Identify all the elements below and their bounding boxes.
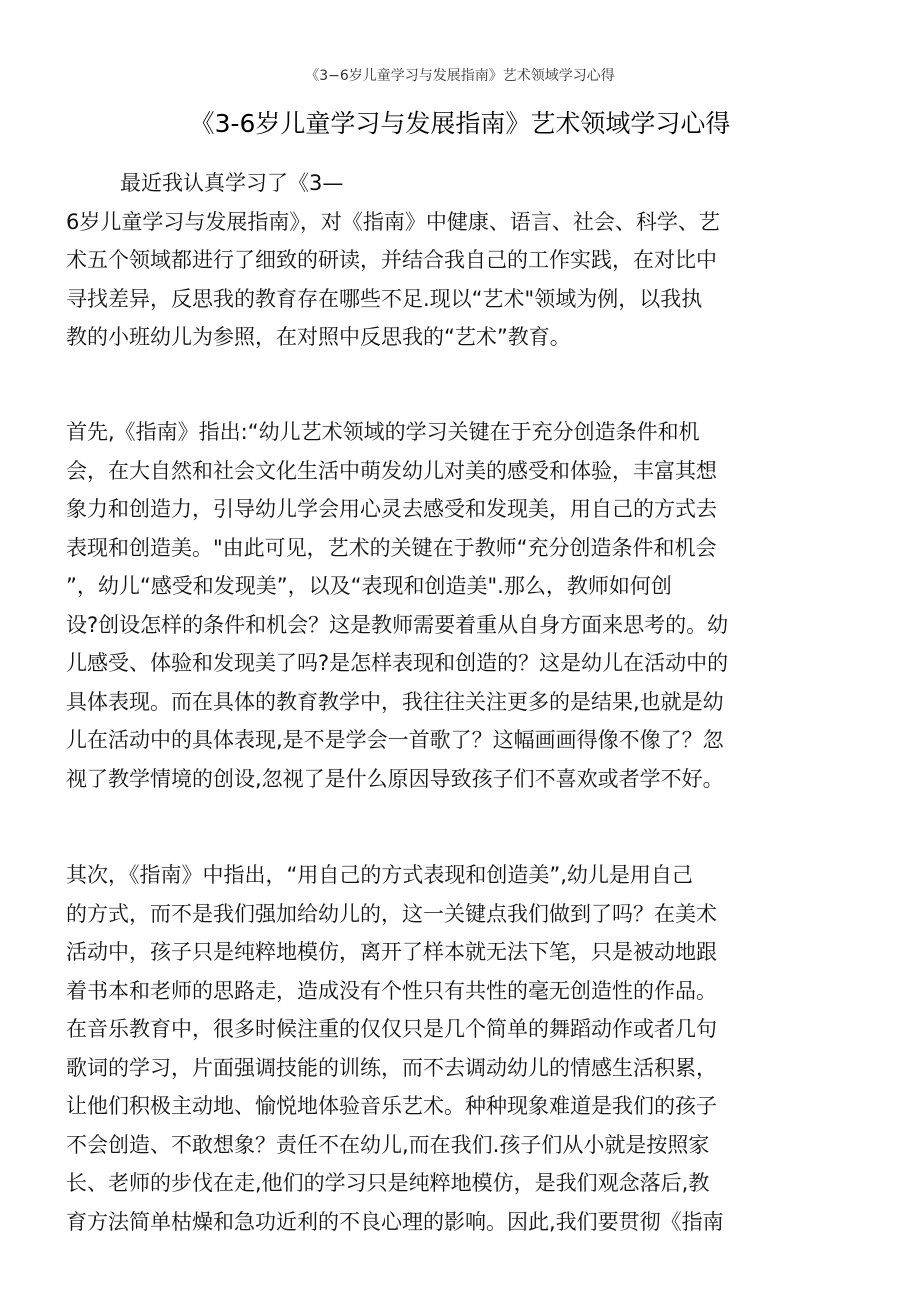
paragraph-line: 最近我认真学习了《3— xyxy=(120,171,344,195)
paragraph-line: 在音乐教育中，很多时候注重的仅仅只是几个简单的舞蹈动作或者几句 xyxy=(66,1017,717,1041)
paragraph-line: 长、老师的步伐在走,他们的学习只是纯粹地模仿，是我们观念落后,教 xyxy=(66,1171,710,1195)
paragraph-line: 着书本和老师的思路走，造成没有个性只有共性的毫无创造性的作品。 xyxy=(66,978,717,1003)
paragraph-line: 具体表现。而在具体的教育教学中，我往往关注更多的是结果,也就是幼 xyxy=(66,689,724,714)
paragraph-line: 儿在活动中的具体表现,是不是学会一首歌了？这幅画画得像不像了？忽 xyxy=(66,728,724,752)
paragraph-first-point xyxy=(66,413,848,798)
paragraph-line: 儿感受、体验和发现美了吗?是怎样表现和创造的？这是幼儿在活动中的 xyxy=(66,651,729,675)
paragraph-line: 不会创造、不敢想象？责任不在幼儿,而在我们.孩子们从小就是按照家 xyxy=(66,1132,710,1157)
paragraph-line: ”，幼儿“感受和发现美”，以及“表现和创造美".那么，教师如何创 xyxy=(66,574,672,598)
paragraph-line: 教的小班幼儿为参照，在对照中反思我的“艺术”教育。 xyxy=(66,325,571,349)
paragraph-line: 让他们积极主动地、愉悦地体验音乐艺术。种种现象难道是我们的孩子 xyxy=(66,1094,717,1118)
paragraph-second-point xyxy=(66,856,848,1241)
paragraph-line: 育方法简单枯燥和急功近利的不良心理的影响。因此,我们要贯彻《指南 xyxy=(66,1209,724,1234)
running-header: 《3−6岁儿童学习与发展指南》艺术领域学习心得 xyxy=(305,68,615,84)
paragraph-line: 活动中，孩子只是纯粹地模仿，离开了样本就无法下笔，只是被动地跟 xyxy=(66,940,717,964)
paragraph-line: 其次，《指南》中指出，“用自己的方式表现和创造美”,幼儿是用自己 xyxy=(66,863,693,887)
paragraph-line: 术五个领域都进行了细致的研读，并结合我自己的工作实践，在对比中 xyxy=(66,248,717,272)
paragraph-line: 歌词的学习，片面强调技能的训练，而不去调动幼儿的情感生活积累， xyxy=(66,1055,717,1080)
paragraph-intro xyxy=(66,164,848,357)
paragraph-line: 寻找差异，反思我的教育存在哪些不足.现以“艺术"领域为例，以我执 xyxy=(66,286,703,311)
paragraph-line: 表现和创造美。"由此可见，艺术的关键在于教师“充分创造条件和机会 xyxy=(66,535,717,560)
paragraph-line: 会，在大自然和社会文化生活中萌发幼儿对美的感受和体验，丰富其想 xyxy=(66,458,717,483)
document-title: 《3-6岁儿童学习与发展指南》艺术领域学习心得 xyxy=(189,109,731,138)
paragraph-line: 6岁儿童学习与发展指南》，对《指南》中健康、语言、社会、科学、艺 xyxy=(66,209,720,234)
paragraph-line: 的方式，而不是我们强加给幼儿的，这一关键点我们做到了吗？在美术 xyxy=(66,901,717,926)
paragraph-line: 设?创设怎样的条件和机会？这是教师需要着重从自身方面来思考的。幼 xyxy=(66,612,729,637)
paragraph-line: 首先,《指南》指出:“幼儿艺术领域的学习关键在于充分创造条件和机 xyxy=(66,420,700,444)
paragraph-line: 象力和创造力，引导幼儿学会用心灵去感受和发现美，用自己的方式去 xyxy=(66,497,717,521)
paragraph-line: 视了教学情境的创设,忽视了是什么原因导致孩子们不喜欢或者学不好。 xyxy=(66,766,724,791)
